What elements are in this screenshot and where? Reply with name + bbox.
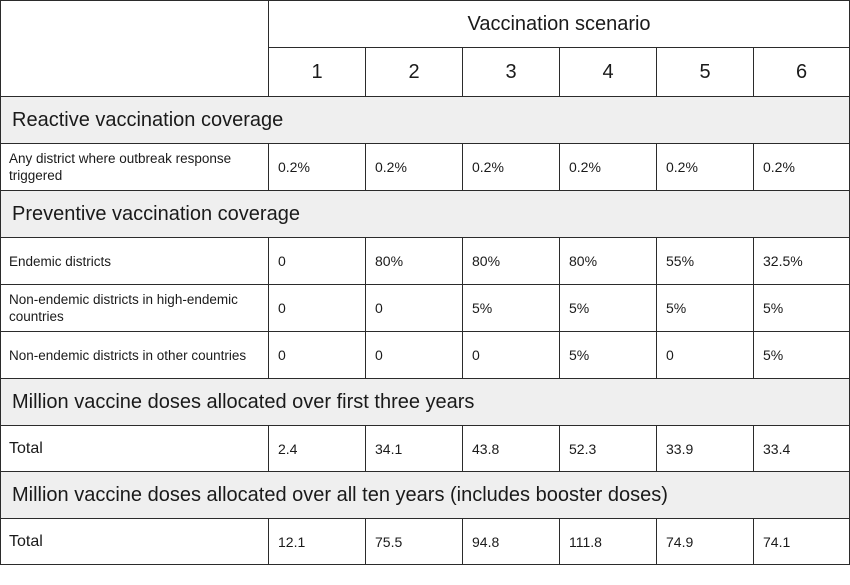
cell-value: 5% — [463, 285, 560, 332]
cell-value: 34.1 — [366, 426, 463, 472]
cell-value: 74.1 — [754, 519, 850, 565]
cell-value: 5% — [754, 285, 850, 332]
scenario-header-4: 4 — [560, 48, 657, 97]
cell-value: 0.2% — [754, 144, 850, 191]
row-label: Non-endemic districts in other countries — [1, 332, 269, 379]
cell-value: 75.5 — [366, 519, 463, 565]
cell-value: 80% — [463, 238, 560, 285]
cell-value: 0.2% — [269, 144, 366, 191]
cell-value: 80% — [366, 238, 463, 285]
cell-value: 33.9 — [657, 426, 754, 472]
scenario-header-2: 2 — [366, 48, 463, 97]
row-label: Total — [1, 426, 269, 472]
scenario-header-1: 1 — [269, 48, 366, 97]
table-row — [1, 285, 850, 332]
section-title: Million vaccine doses allocated over first three years — [1, 379, 850, 426]
cell-value: 0.2% — [657, 144, 754, 191]
cell-value: 0 — [269, 332, 366, 379]
cell-value: 0 — [463, 332, 560, 379]
cell-value: 80% — [560, 238, 657, 285]
cell-value: 0 — [366, 285, 463, 332]
cell-value: 5% — [754, 332, 850, 379]
cell-value: 94.8 — [463, 519, 560, 565]
cell-value: 55% — [657, 238, 754, 285]
cell-value: 12.1 — [269, 519, 366, 565]
cell-value: 33.4 — [754, 426, 850, 472]
row-label: Total — [1, 519, 269, 565]
section-doses-three-years — [1, 379, 850, 426]
scenario-header-6: 6 — [754, 48, 850, 97]
cell-value: 0 — [657, 332, 754, 379]
cell-value: 5% — [560, 332, 657, 379]
row-label: Any district where outbreak response triggered — [1, 144, 269, 191]
scenario-header-5: 5 — [657, 48, 754, 97]
section-reactive-coverage — [1, 97, 850, 144]
cell-value: 2.4 — [269, 426, 366, 472]
table-row-total — [1, 426, 850, 472]
table-row — [1, 144, 850, 191]
header-row-group — [1, 1, 850, 48]
cell-value: 0 — [366, 332, 463, 379]
table-row — [1, 238, 850, 285]
cell-value: 0.2% — [366, 144, 463, 191]
cell-value: 74.9 — [657, 519, 754, 565]
row-label: Endemic districts — [1, 238, 269, 285]
cell-value: 0.2% — [560, 144, 657, 191]
section-doses-ten-years — [1, 472, 850, 519]
cell-value: 52.3 — [560, 426, 657, 472]
cell-value: 5% — [560, 285, 657, 332]
cell-value: 0 — [269, 238, 366, 285]
cell-value: 0.2% — [463, 144, 560, 191]
cell-value: 5% — [657, 285, 754, 332]
section-title: Preventive vaccination coverage — [1, 191, 850, 238]
section-preventive-coverage — [1, 191, 850, 238]
cell-value: 111.8 — [560, 519, 657, 565]
vaccination-scenario-header: Vaccination scenario — [269, 1, 850, 48]
section-title: Million vaccine doses allocated over all ten years (includes booster doses) — [1, 472, 850, 519]
cell-value: 32.5% — [754, 238, 850, 285]
table-row-total — [1, 519, 850, 565]
section-title: Reactive vaccination coverage — [1, 97, 850, 144]
cell-value: 43.8 — [463, 426, 560, 472]
cell-value: 0 — [269, 285, 366, 332]
scenario-header-3: 3 — [463, 48, 560, 97]
header-corner-cell — [1, 1, 269, 97]
table-row — [1, 332, 850, 379]
row-label: Non-endemic districts in high-endemic countries — [1, 285, 269, 332]
